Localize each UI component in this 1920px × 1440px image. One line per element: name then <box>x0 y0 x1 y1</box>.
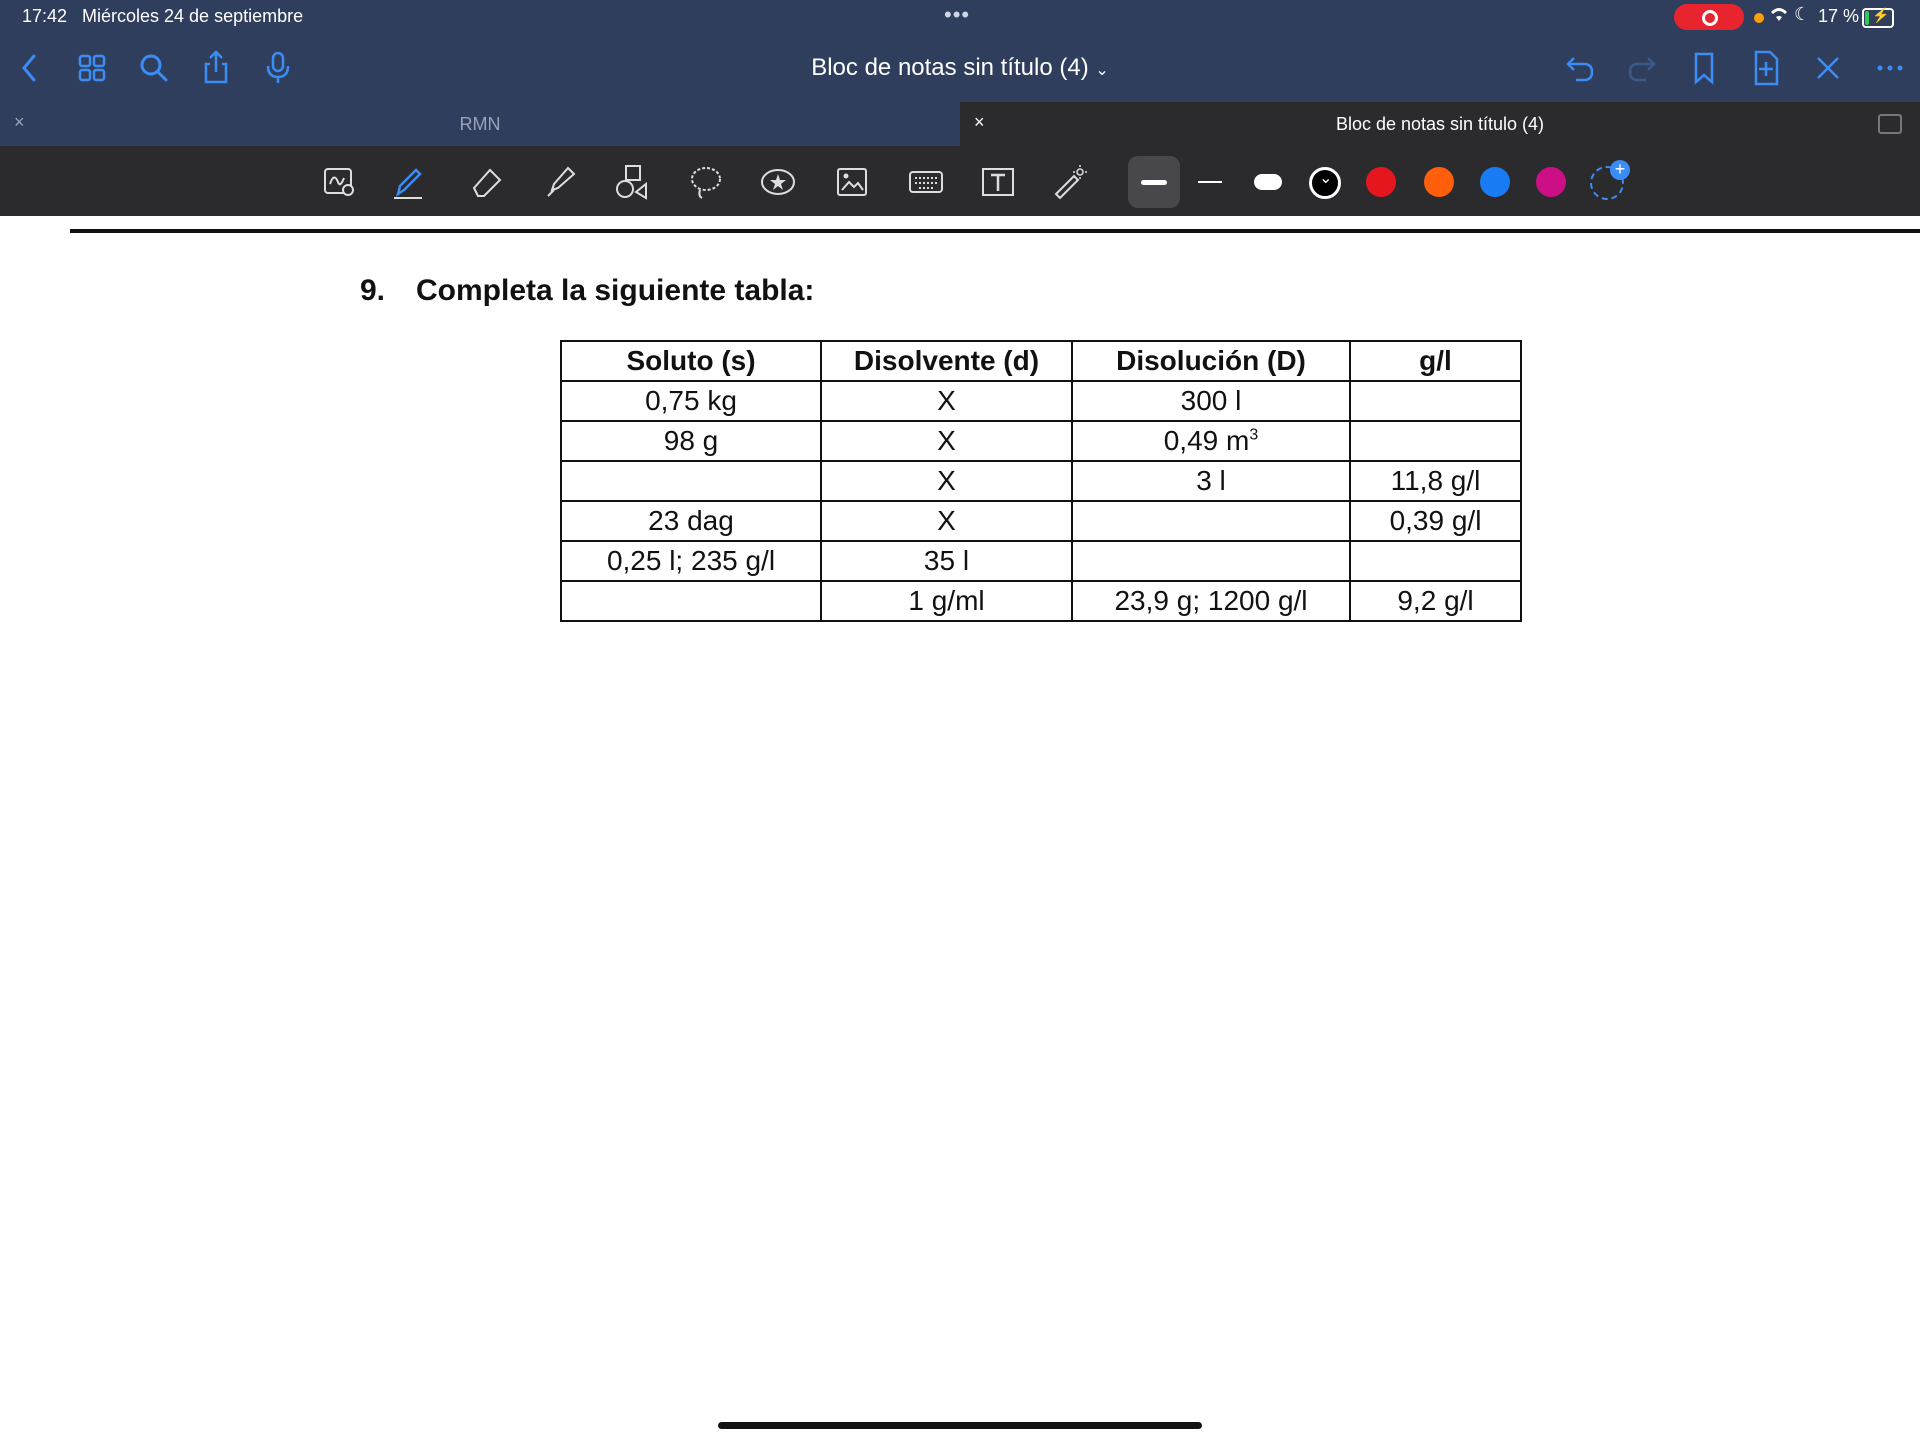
plus-icon: + <box>1610 160 1630 180</box>
table-cell <box>1350 381 1521 421</box>
superscript: 3 <box>1249 426 1259 444</box>
share-icon[interactable] <box>196 48 236 88</box>
charging-bolt-icon: ⚡ <box>1872 7 1890 23</box>
bookmark-icon[interactable] <box>1684 48 1724 88</box>
header-gl: g/l <box>1350 341 1521 381</box>
sticker-icon[interactable] <box>760 164 796 200</box>
table-cell: 300 l <box>1072 381 1350 421</box>
question-text: Completa la siguiente tabla: <box>416 274 815 307</box>
table-cell: 11,8 g/l <box>1350 461 1521 501</box>
zoom-window-icon[interactable] <box>322 164 358 200</box>
header-soluto: Soluto (s) <box>561 341 821 381</box>
table-cell <box>1350 421 1521 461</box>
undo-icon[interactable] <box>1560 48 1600 88</box>
table-cell: 0,25 l; 235 g/l <box>561 541 821 581</box>
redo-icon[interactable] <box>1622 48 1662 88</box>
table-cell <box>561 581 821 621</box>
tab-notebook[interactable] <box>960 102 1920 146</box>
color-red-swatch[interactable] <box>1366 167 1396 197</box>
table-row <box>561 381 1521 421</box>
status-bar <box>0 0 1920 34</box>
laser-pointer-icon[interactable] <box>1052 164 1088 200</box>
table-cell: 9,2 g/l <box>1350 581 1521 621</box>
battery-percent: 17 % <box>1818 6 1860 26</box>
table-row <box>561 581 1521 621</box>
header-disolucion: Disolución (D) <box>1072 341 1350 381</box>
microphone-icon[interactable] <box>258 48 298 88</box>
text-box-icon[interactable] <box>980 164 1016 200</box>
close-icon[interactable]: × <box>974 112 985 132</box>
mic-indicator-icon <box>1754 13 1764 23</box>
eraser-icon[interactable] <box>468 164 504 200</box>
table-cell: 3 l <box>1072 461 1350 501</box>
highlighter-icon[interactable] <box>542 164 578 200</box>
table-cell: X <box>821 421 1072 461</box>
tab-rmn[interactable] <box>0 102 960 146</box>
page-divider <box>70 229 1920 233</box>
status-time: 17:42 <box>22 6 68 26</box>
split-view-icon[interactable] <box>1878 114 1902 134</box>
tab-label: Bloc de notas sin título (4) <box>1335 114 1545 134</box>
color-blue-swatch[interactable] <box>1480 167 1510 197</box>
stroke-round-button[interactable] <box>1254 174 1282 190</box>
battery-fill <box>1865 11 1869 25</box>
wifi-icon <box>1768 5 1790 28</box>
question-number: 9. <box>360 274 386 307</box>
table-cell: 23,9 g; 1200 g/l <box>1072 581 1350 621</box>
table-cell <box>1072 421 1350 461</box>
table-row <box>561 541 1521 581</box>
status-date: Miércoles 24 de septiembre <box>82 6 304 26</box>
document-title[interactable] <box>760 54 1160 82</box>
chevron-down-icon: ⌄ <box>1095 62 1109 79</box>
table-cell <box>561 461 821 501</box>
table-row <box>561 501 1521 541</box>
navigation-bar <box>0 34 1920 102</box>
close-icon[interactable]: × <box>14 112 25 132</box>
table-cell <box>1072 541 1350 581</box>
add-color-button[interactable] <box>1590 159 1626 200</box>
table-cell: 23 dag <box>561 501 821 541</box>
grid-icon[interactable] <box>72 48 112 88</box>
table-cell: 98 g <box>561 421 821 461</box>
table-cell: X <box>821 461 1072 501</box>
search-icon[interactable] <box>134 48 174 88</box>
table-cell: X <box>821 381 1072 421</box>
color-black-swatch[interactable] <box>1309 167 1341 199</box>
table-cell: 0,75 kg <box>561 381 821 421</box>
header-disolvente: Disolvente (d) <box>821 341 1072 381</box>
cell-text: 0,49 m <box>1163 425 1250 456</box>
tab-bar <box>0 102 1920 146</box>
table-cell: 35 l <box>821 541 1072 581</box>
table-row <box>561 421 1521 461</box>
table-header-row <box>561 341 1521 381</box>
back-icon[interactable] <box>10 48 50 88</box>
table-cell: 1 g/ml <box>821 581 1072 621</box>
multitasking-dots[interactable]: ••• <box>944 2 971 27</box>
document-title-text: Bloc de notas sin título (4) <box>811 54 1089 81</box>
more-icon[interactable] <box>1870 48 1910 88</box>
table-cell: X <box>821 501 1072 541</box>
solutions-table <box>560 340 1522 622</box>
table-cell <box>1350 541 1521 581</box>
keyboard-icon[interactable] <box>908 164 944 200</box>
image-icon[interactable] <box>834 164 870 200</box>
home-indicator[interactable] <box>718 1422 1202 1429</box>
stroke-thick-icon <box>1141 180 1167 185</box>
moon-icon: ☾ <box>1794 4 1811 24</box>
pen-icon[interactable] <box>390 164 426 200</box>
close-pen-icon[interactable] <box>1808 48 1848 88</box>
lasso-icon[interactable] <box>688 164 724 200</box>
add-page-icon[interactable] <box>1746 48 1786 88</box>
drawing-toolbar <box>0 146 1920 216</box>
screen-recording-icon[interactable] <box>1674 4 1744 30</box>
color-magenta-swatch[interactable] <box>1536 167 1566 197</box>
shapes-icon[interactable] <box>614 164 650 200</box>
tab-label: RMN <box>459 114 501 134</box>
color-orange-swatch[interactable] <box>1424 167 1454 197</box>
stroke-thin-button[interactable] <box>1198 181 1222 183</box>
battery-icon <box>1862 8 1894 28</box>
question-heading <box>360 274 814 308</box>
table-cell <box>1072 501 1350 541</box>
table-cell: 0,39 g/l <box>1350 501 1521 541</box>
table-row <box>561 461 1521 501</box>
